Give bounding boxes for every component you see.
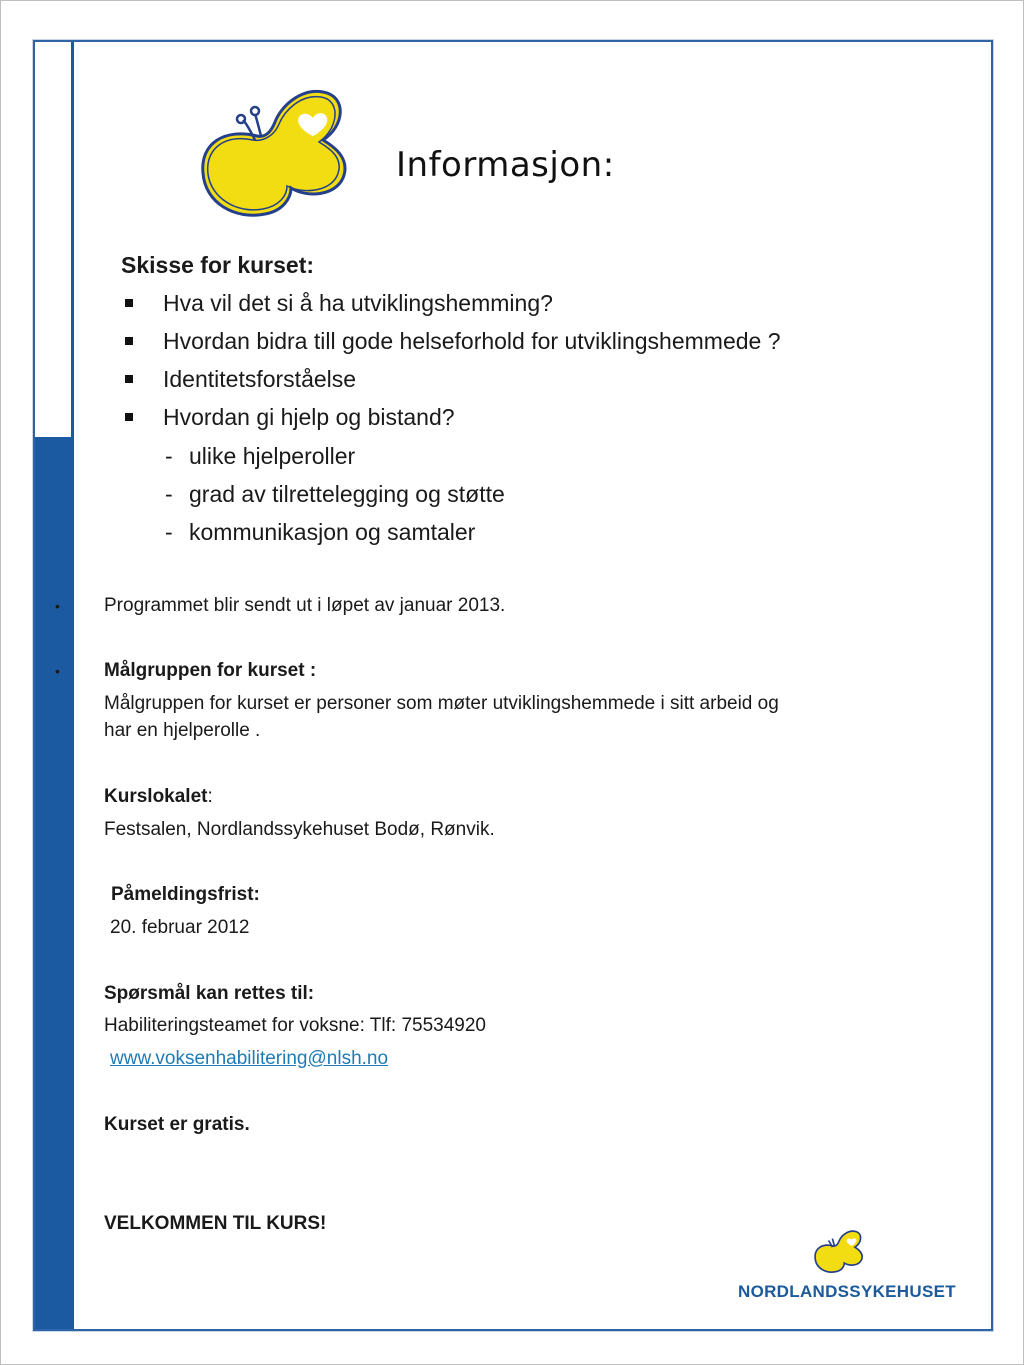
- sketch-sub-list: [165, 442, 505, 556]
- sub-list-item: [165, 518, 505, 556]
- sub-list-item-text: grad av tilrettelegging og støtte: [189, 481, 505, 507]
- left-bar-blue: [35, 437, 74, 1329]
- dash-marker: -: [165, 443, 173, 469]
- bullet-dot-icon: •: [55, 598, 60, 614]
- deadline-value: 20. februar 2012: [110, 917, 250, 938]
- venue-value: Festsalen, Nordlandssykehuset Bodø, Rønvik.: [104, 819, 495, 840]
- list-item-text: Hvordan bidra till gode helseforhold for utviklingshemmede ?: [163, 328, 781, 354]
- sub-list-item-text: kommunikasjon og samtaler: [189, 519, 476, 545]
- square-bullet-icon: [125, 337, 133, 345]
- venue-colon: :: [207, 786, 213, 807]
- dash-marker: -: [165, 519, 173, 545]
- contact-link[interactable]: www.voksenhabilitering@nlsh.no: [110, 1048, 389, 1069]
- target-group-heading: Målgruppen for kurset :: [104, 660, 317, 681]
- list-item-text: Hvordan gi hjelp og bistand?: [163, 404, 455, 430]
- venue-heading: [104, 784, 213, 810]
- free-note: Kurset er gratis.: [104, 1114, 250, 1135]
- welcome-text: VELKOMMEN TIL KURS!: [104, 1213, 327, 1234]
- footer-butterfly-icon: [812, 1230, 866, 1278]
- butterfly-logo-icon: [195, 88, 355, 233]
- sub-list-item-text: ulike hjelperoller: [189, 443, 356, 469]
- dash-marker: -: [165, 481, 173, 507]
- list-item: [121, 365, 781, 403]
- list-item-text: Hva vil det si å ha utviklingshemming?: [163, 290, 553, 316]
- target-group-text-line1: Målgruppen for kurset er personer som møter utviklingshemmede i sitt arbeid og: [104, 693, 779, 714]
- square-bullet-icon: [125, 413, 133, 421]
- square-bullet-icon: [125, 375, 133, 383]
- program-note: Programmet blir sendt ut i løpet av januar 2013.: [104, 595, 506, 616]
- bullet-dot-icon: •: [55, 663, 60, 679]
- contact-heading: Spørsmål kan rettes til:: [104, 983, 315, 1004]
- page-title: Informasjon:: [396, 145, 615, 185]
- list-item: [121, 403, 781, 441]
- sketch-bullet-list: [121, 289, 781, 441]
- sketch-heading: Skisse for kurset:: [121, 252, 315, 278]
- square-bullet-icon: [125, 299, 133, 307]
- target-group-text-line2: har en hjelperolle .: [104, 720, 261, 741]
- venue-label: Kurslokalet: [104, 786, 208, 807]
- list-item-text: Identitetsforståelse: [163, 366, 357, 392]
- sub-list-item: [165, 442, 505, 480]
- contact-phone-line: Habiliteringsteamet for voksne: Tlf: 75534920: [104, 1015, 486, 1036]
- sub-list-item: [165, 480, 505, 518]
- deadline-heading: Påmeldingsfrist:: [111, 884, 260, 905]
- list-item: [121, 289, 781, 327]
- left-bar-white: [35, 42, 74, 437]
- footer-logo-text: NORDLANDSSYKEHUSET: [738, 1282, 956, 1301]
- list-item: [121, 327, 781, 365]
